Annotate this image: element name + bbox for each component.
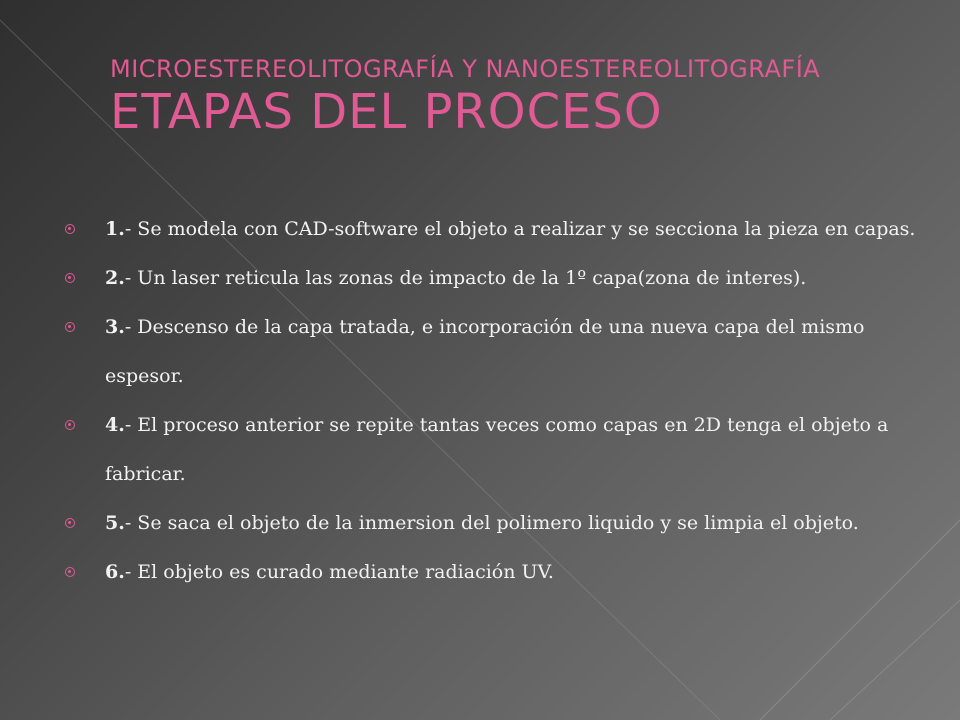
item-number: 5.: [105, 512, 125, 534]
slide-title: ETAPAS DEL PROCESO: [110, 84, 663, 140]
item-number: 4.: [105, 414, 125, 436]
list-item: [65, 401, 925, 499]
bullet-icon: [65, 224, 75, 234]
bullet-list: [65, 205, 925, 597]
list-item: [65, 303, 925, 401]
item-text: - Descenso de la capa tratada, e incorporación de una nueva capa del mismo espesor.: [105, 316, 865, 387]
item-number: 3.: [105, 316, 125, 338]
item-number: 6.: [105, 561, 125, 583]
bullet-icon: [65, 420, 75, 430]
item-text: - El proceso anterior se repite tantas veces como capas en 2D tenga el objeto a fabricar.: [105, 414, 889, 485]
item-text: - El objeto es curado mediante radiación UV.: [124, 561, 554, 583]
slide-supertitle: MICROESTEREOLITOGRAFÍA Y NANOESTEREOLITOGRAFÍA: [110, 55, 821, 83]
list-item: [65, 254, 925, 303]
item-text: - Se saca el objeto de la inmersion del polimero liquido y se limpia el objeto.: [124, 512, 859, 534]
title-block: [110, 52, 930, 138]
bullet-icon: [65, 567, 75, 577]
item-text: - Se modela con CAD-software el objeto a realizar y se secciona la pieza en capas.: [124, 218, 916, 240]
bullet-icon: [65, 518, 75, 528]
bullet-icon: [65, 322, 75, 332]
bullet-icon: [65, 273, 75, 283]
list-item: [65, 548, 925, 597]
list-item: [65, 499, 925, 548]
list-item: [65, 205, 925, 254]
item-number: 2.: [105, 267, 125, 289]
item-number: 1.: [105, 218, 125, 240]
item-text: - Un laser reticula las zonas de impacto de la 1º capa(zona de interes).: [124, 267, 807, 289]
